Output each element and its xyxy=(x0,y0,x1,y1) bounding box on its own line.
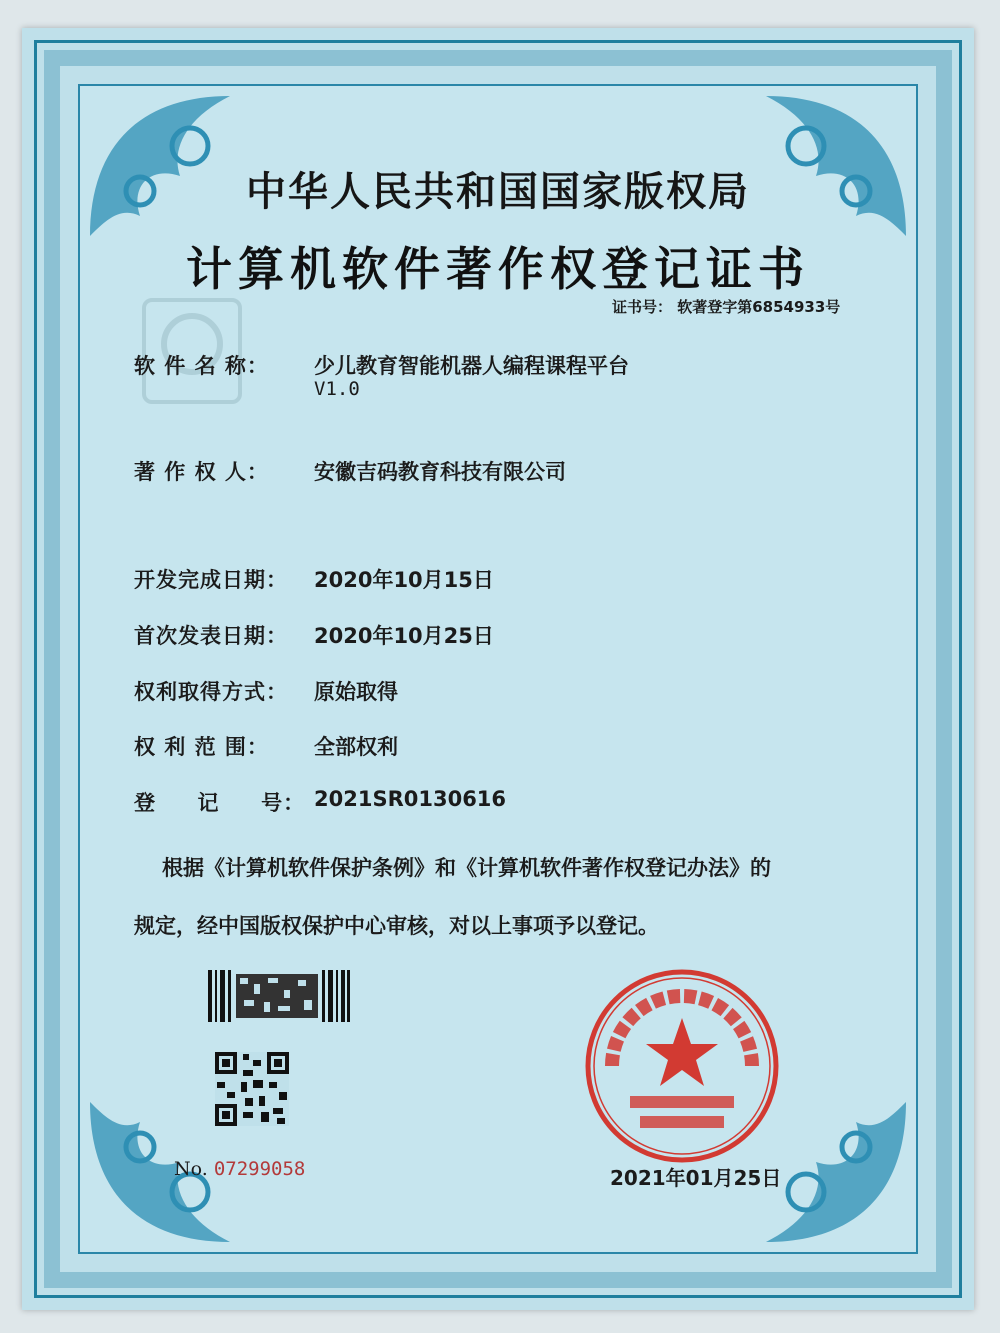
issuer-title: 中华人民共和国国家版权局 xyxy=(246,168,750,215)
publish-date-label: 首次发表日期： xyxy=(134,624,288,648)
serial-digits: 07299058 xyxy=(213,1158,306,1180)
software-name: 少儿教育智能机器人编程课程平台 xyxy=(314,354,629,378)
barcode xyxy=(208,970,350,1022)
dev-date-label: 开发完成日期： xyxy=(134,568,288,592)
acquire-label: 权利取得方式： xyxy=(134,680,288,704)
owner-label: 著 作 权 人： xyxy=(134,460,269,484)
dev-date: 2020年10月15日 xyxy=(314,568,494,592)
statement-line-2: 规定，经中国版权保护中心审核，对以上事项予以登记。 xyxy=(134,914,659,938)
serial-prefix: No. xyxy=(174,1158,208,1180)
owner: 安徽吉码教育科技有限公司 xyxy=(314,460,566,484)
registration-number: 2021SR0130616 xyxy=(314,787,507,811)
software-name-label: 软 件 名 称： xyxy=(134,354,269,378)
software-version: V1.0 xyxy=(314,378,360,400)
serial-number xyxy=(174,1158,305,1180)
statement-line-1: 根据《计算机软件保护条例》和《计算机软件著作权登记办法》的 xyxy=(162,856,771,880)
official-seal xyxy=(582,966,782,1166)
scope-label: 权 利 范 围： xyxy=(134,735,269,759)
issue-date: 2021年01月25日 xyxy=(610,1166,782,1190)
publish-date: 2020年10月25日 xyxy=(314,624,494,648)
rights-scope: 全部权利 xyxy=(314,735,398,759)
reg-no-label: 登 记 号： xyxy=(134,791,306,815)
acquire-method: 原始取得 xyxy=(314,680,398,704)
certificate xyxy=(22,28,974,1310)
qr-code xyxy=(215,1052,289,1126)
certificate-number: 证书号： 软著登字第6854933号 xyxy=(612,298,841,316)
certificate-title: 计算机软件著作权登记证书 xyxy=(186,242,810,296)
